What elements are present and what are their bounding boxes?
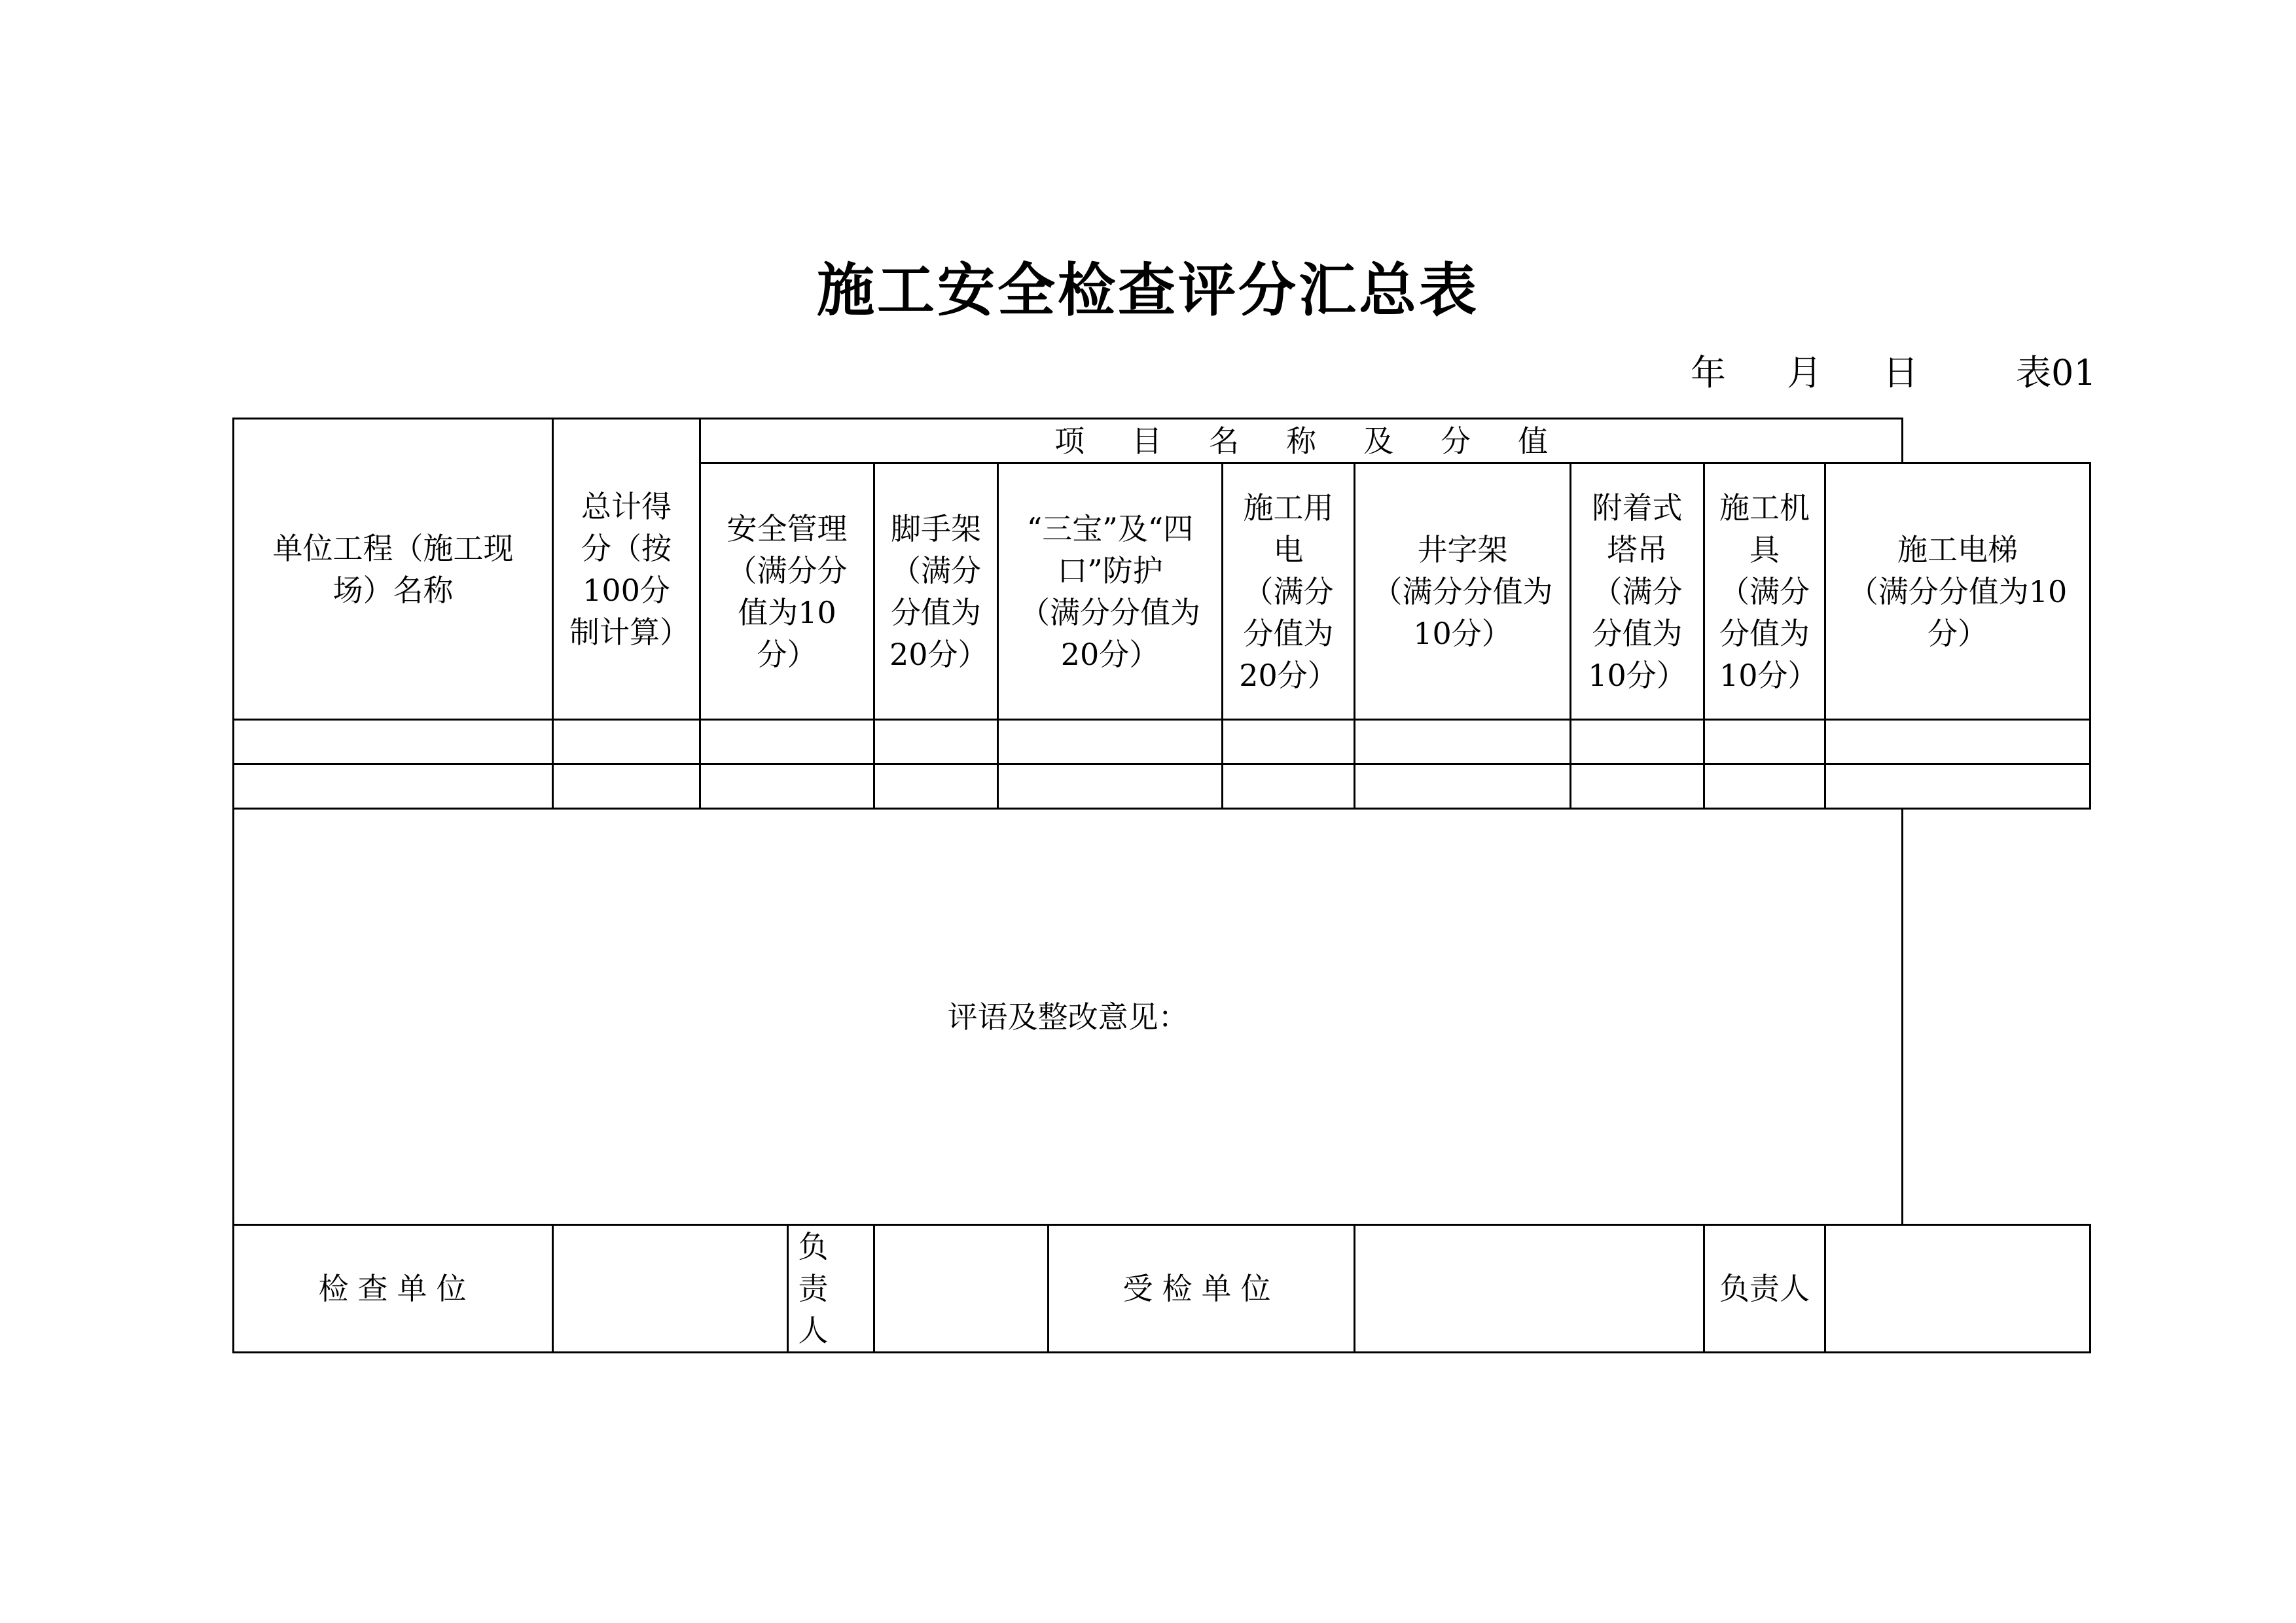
score-cell[interactable] [1704,764,1825,809]
score-cell[interactable] [1825,720,2090,764]
comments-label: 评语及整改意见： [947,999,1189,1035]
date-year-label: 年 [1691,352,1726,393]
inspected-person-label: 负责人 [1704,1225,1825,1353]
total-score-cell[interactable] [553,720,700,764]
check-person-label: 负责人 [788,1225,874,1353]
total-score-header: 总计得分（按100分制计算） [553,419,700,720]
table-row [234,720,2090,764]
table-row [234,764,2090,809]
check-unit-label: 检查单位 [234,1225,553,1353]
item-header: 安全管理 （满分分值为10分） [700,463,874,720]
check-unit-value[interactable] [553,1225,788,1353]
score-cell[interactable] [1223,720,1355,764]
project-group-header: 项目名称及分值 [700,419,1903,463]
unit-name-header: 单位工程（施工现场）名称 [234,419,553,720]
item-header: 脚手架 （满分分值为20分） [874,463,998,720]
date-month-label: 月 [1787,352,1822,393]
item-header: 施工机具 （满分分值为10分） [1704,463,1825,720]
item-header: 井字架 （满分分值为10分） [1355,463,1571,720]
total-score-cell[interactable] [553,764,700,809]
inspected-unit-label: 受检单位 [1049,1225,1355,1353]
unit-name-cell[interactable] [234,764,553,809]
score-cell[interactable] [1571,720,1704,764]
score-cell[interactable] [1825,764,2090,809]
score-cell[interactable] [1355,764,1571,809]
summary-table [232,418,2091,1353]
item-header: 施工电梯 （满分分值为10分） [1825,463,2090,720]
item-header: “三宝”及“四口”防护 （满分分值为20分） [998,463,1223,720]
page-title: 施工安全检查评分汇总表 [816,256,1479,324]
unit-name-cell[interactable] [234,720,553,764]
score-cell[interactable] [1571,764,1704,809]
score-cell[interactable] [700,764,874,809]
item-header: 附着式塔吊 （满分分值为10分） [1571,463,1704,720]
score-cell[interactable] [874,720,998,764]
form-number: 表01 [2016,352,2096,393]
score-cell[interactable] [1704,720,1825,764]
score-cell[interactable] [1355,720,1571,764]
inspected-person-value[interactable] [1825,1225,2090,1353]
comments-area[interactable] [234,809,1903,1225]
check-person-value[interactable] [874,1225,1049,1353]
item-header: 施工用电 （满分分值为20分） [1223,463,1355,720]
score-cell[interactable] [998,720,1223,764]
score-cell[interactable] [874,764,998,809]
score-cell[interactable] [700,720,874,764]
date-day-label: 日 [1883,352,1918,393]
inspected-unit-value[interactable] [1355,1225,1704,1353]
score-cell[interactable] [998,764,1223,809]
score-cell[interactable] [1223,764,1355,809]
